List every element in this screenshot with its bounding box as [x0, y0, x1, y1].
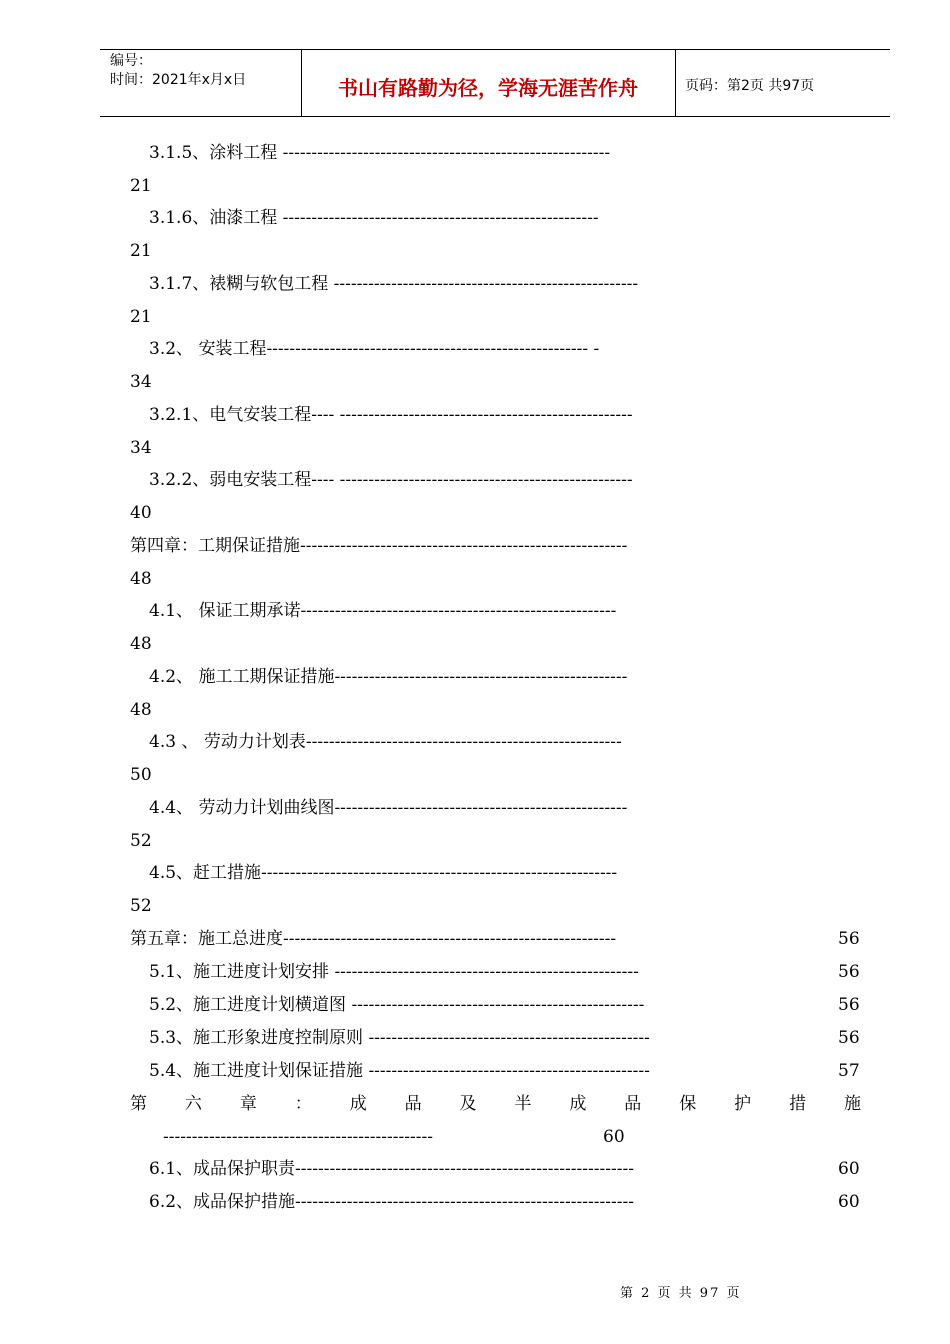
- toc-entry-5-2[interactable]: 5.2、施工进度计划横道图 ---------------------------------------------------: [149, 995, 645, 1015]
- toc-entry-6-2[interactable]: 6.2、成品保护措施-----------------------------------------------------------: [149, 1192, 634, 1212]
- toc-entry-3-2-2[interactable]: 3.2.2、弱电安装工程---- ---------------------------------------------------: [149, 470, 633, 490]
- toc-char: 第: [130, 1094, 147, 1114]
- toc-char: 施: [843, 1094, 861, 1114]
- toc-page-3-1-5: 21: [130, 176, 152, 196]
- toc-char: 保: [679, 1094, 697, 1114]
- toc-entry-4-4[interactable]: 4.4、 劳动力计划曲线图---------------------------------------------------: [149, 798, 628, 818]
- toc-page-4-1: 48: [130, 634, 152, 654]
- toc-entry-chapter-6-title[interactable]: [130, 1094, 861, 1114]
- toc-page-4-3: 50: [130, 765, 152, 785]
- toc-entry-4-2[interactable]: 4.2、 施工工期保证措施---------------------------------------------------: [149, 667, 628, 687]
- toc-page-5-2: 56: [838, 995, 860, 1015]
- header-bottom-rule: [100, 116, 890, 117]
- toc-char: 品: [624, 1094, 642, 1114]
- toc-page-4-4: 52: [130, 831, 152, 851]
- toc-page-6-2: 60: [838, 1192, 860, 1212]
- toc-char: 章: [239, 1094, 257, 1114]
- toc-page-4-5: 52: [130, 896, 152, 916]
- toc-entry-3-1-6[interactable]: 3.1.6、油漆工程 -------------------------------------------------------: [149, 208, 599, 228]
- toc-entry-5-1[interactable]: 5.1、施工进度计划安排 -----------------------------------------------------: [149, 962, 639, 982]
- toc-entry-3-2[interactable]: 3.2、 安装工程-------------------------------------------------------- -: [149, 339, 600, 359]
- toc-page-chapter-6: 60: [603, 1127, 625, 1147]
- header-motto: 书山有路勤为径，学海无涯苦作舟: [338, 76, 638, 100]
- toc-char: 半: [514, 1094, 532, 1114]
- toc-char: 成: [349, 1094, 367, 1114]
- toc-entry-4-5[interactable]: 4.5、赶工措施--------------------------------------------------------------: [149, 863, 618, 883]
- header-meta: [110, 52, 246, 90]
- toc-page-5-1: 56: [838, 962, 860, 982]
- toc-char: 及: [459, 1094, 477, 1114]
- document-time-label: 时间：2021年x月x日: [110, 72, 247, 88]
- toc-entry-chapter-5[interactable]: 第五章：施工总进度----------------------------------------------------------: [130, 929, 617, 949]
- toc-entry-3-1-7[interactable]: 3.1.7、裱糊与软包工程 -----------------------------------------------------: [149, 274, 639, 294]
- header-divider-2: [675, 49, 676, 117]
- toc-entry-4-3[interactable]: 4.3 、 劳动力计划表-------------------------------------------------------: [149, 732, 622, 752]
- toc-entry-3-1-5[interactable]: 3.1.5、涂料工程 ---------------------------------------------------------: [149, 143, 611, 163]
- toc-page-3-1-6: 21: [130, 241, 152, 261]
- document-number-label: 编号：: [110, 53, 152, 69]
- toc-entry-3-2-1[interactable]: 3.2.1、电气安装工程---- ---------------------------------------------------: [149, 405, 633, 425]
- toc-entry-6-1[interactable]: 6.1、成品保护职责-----------------------------------------------------------: [149, 1159, 634, 1179]
- toc-char: ：: [294, 1094, 312, 1114]
- header-top-rule: [100, 49, 890, 50]
- toc-entry-4-1[interactable]: 4.1、 保证工期承诺-------------------------------------------------------: [149, 601, 617, 621]
- toc-page-3-2: 34: [130, 372, 152, 392]
- toc-page-3-2-1: 34: [130, 438, 152, 458]
- toc-entry-5-4[interactable]: 5.4、施工进度计划保证措施 -------------------------------------------------: [149, 1061, 650, 1081]
- toc-entry-chapter-6-leader: -----------------------------------------------: [163, 1127, 433, 1147]
- page-footer: 第 2 页 共 97 页: [620, 1286, 742, 1301]
- toc-entry-chapter-4[interactable]: 第四章：工期保证措施---------------------------------------------------------: [130, 536, 628, 556]
- toc-char: 护: [734, 1094, 752, 1114]
- toc-char: 六: [184, 1094, 202, 1114]
- toc-page-6-1: 60: [838, 1159, 860, 1179]
- toc-page-3-2-2: 40: [130, 503, 152, 523]
- toc-entry-5-3[interactable]: 5.3、施工形象进度控制原则 -------------------------------------------------: [149, 1028, 650, 1048]
- header-page-info: 页码：第2页 共97页: [685, 78, 815, 94]
- toc-page-4-2: 48: [130, 700, 152, 720]
- toc-page-3-1-7: 21: [130, 307, 152, 327]
- toc-char: 措: [789, 1094, 807, 1114]
- toc-page-chapter-5: 56: [838, 929, 860, 949]
- toc-page-chapter-4: 48: [130, 569, 152, 589]
- toc-page-5-4: 57: [838, 1061, 860, 1081]
- toc-char: 品: [404, 1094, 422, 1114]
- toc-page-5-3: 56: [838, 1028, 860, 1048]
- toc-char: 成: [569, 1094, 587, 1114]
